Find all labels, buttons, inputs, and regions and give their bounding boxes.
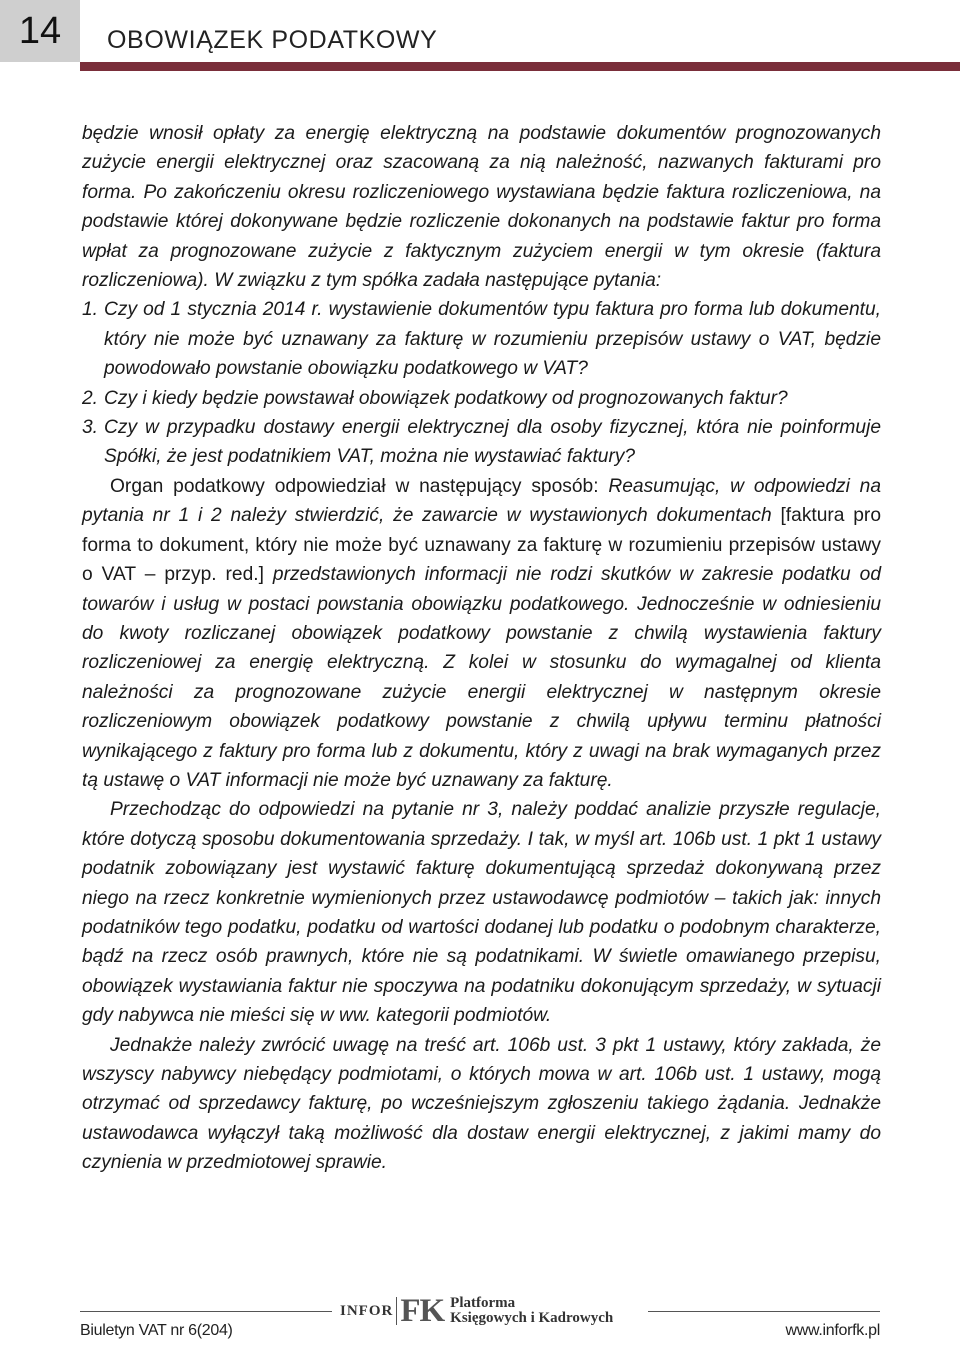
answer-quote: Reasumując, w odpowiedzi na pytania nr 1 i 2 należy stwierdzić, że zawarcie w wystawionych dokumentach	[82, 475, 882, 527]
list-item	[82, 384, 881, 413]
answer-paragraph	[82, 472, 881, 795]
answer-lead: Organ podatkowy odpowiedział w następujący sposób:	[110, 475, 609, 497]
intro-paragraph: będzie wnosił opłaty za energię elektryczną na podstawie dokumentów prognozowanych zużycie energii elektrycznej oraz szacowaną za nią należność, nazwanych fakturami pro forma. Po zakończeniu okresu rozliczeniowego wystawiana będzie faktura rozliczeniowa, na podstawie której dokonywane będzie rozliczenie dokonanych na podstawie faktur pro forma wpłat za prognozowane zużycie z faktycznym zużyciem energii w tym okresie (faktura rozliczeniowa). W związku z tym spółka zadała następujące pytania:	[82, 123, 881, 292]
question-text: Czy od 1 stycznia 2014 r. wystawienie dokumentów typu faktura pro forma lub dokumentu, który nie może być uznawany za fakturę w rozumieniu przepisów ustawy o VAT, będzie powodowało powstanie obowiązku podatkowego w VAT?	[104, 299, 881, 380]
logo-line-1: Platforma	[450, 1295, 516, 1311]
paragraph-closing: Jednakże należy zwrócić uwagę na treść art. 106b ust. 3 pkt 1 ustawy, który zakłada, że wszyscy nabywcy niebędący podmiotami, o których mowa w art. 106b ust. 1 ustawy, mogą otrzymać od sprzedawcy fakturę, po wcześniejszym zgłoszeniu takiego żądania. Jednakże ustawodawca wyłączył taką możliwość dla dostaw energii elektrycznej, z jakimi mamy do czynienia w przedmiotowej sprawie.	[82, 1034, 881, 1174]
logo-fk-text: FK	[400, 1292, 445, 1329]
footer-rule-left	[80, 1311, 332, 1312]
logo-divider	[396, 1297, 397, 1325]
question-list	[82, 295, 881, 471]
logo-line-2: Księgowych i Kadrowych	[450, 1310, 614, 1326]
publisher-logo	[340, 1291, 613, 1331]
website-link[interactable]: www.inforfk.pl	[785, 1322, 880, 1339]
question-text: Czy w przypadku dostawy energii elektrycznej dla osoby fizycznej, która nie poinformuje Spółki, że jest podatnikiem VAT, można nie wystawiać faktury?	[104, 417, 881, 468]
question-text: Czy i kiedy będzie powstawał obowiązek podatkowy od prognozowanych faktur?	[104, 387, 788, 409]
page-number-text: 14	[18, 9, 62, 52]
list-item	[82, 413, 881, 472]
header-divider	[80, 62, 960, 71]
answer-quote-continued: przedstawionych informacji nie rodzi skutków w zakresie podatku od towarów i usług w postaci powstania obowiązku podatkowego. Jednocześnie w odniesieniu do kwoty rozliczanej obowiązek podatkowy powstanie z chwilą wystawienia faktury rozliczeniowej za energię elektryczną. Z kolei w stosunku do wymagalnej od klienta należności za prognozowane zużycie energii elektrycznej w następnym okresie rozliczeniowym obowiązek podatkowy powstanie z chwilą upływu terminu płatności wynikającego z faktury pro forma lub z dokumentu, który z uwagi na brak wymaganych przez tą ustawę o VAT informacji nie może być uznawany za fakturę.	[82, 564, 882, 791]
question-number: 1.	[82, 299, 99, 321]
logo-caption	[450, 1296, 613, 1326]
list-item	[82, 295, 881, 383]
question-number: 3.	[82, 417, 99, 439]
article-body	[82, 119, 881, 1178]
page-number	[0, 0, 80, 62]
section-title: OBOWIĄZEK PODATKOWY	[107, 26, 438, 54]
question-number: 2.	[82, 387, 99, 409]
publication-name: Biuletyn VAT nr 6(204)	[80, 1322, 233, 1339]
logo-infor-text: INFOR	[340, 1302, 394, 1319]
footer-rule-right	[648, 1311, 880, 1312]
editor-insert: [faktura pro forma to dokument, który nie może być uznawany za fakturę w rozumieniu przepisów ustawy o VAT – przyp. red.]	[82, 505, 881, 586]
paragraph-question-3: Przechodząc do odpowiedzi na pytanie nr 3, należy poddać analizie przyszłe regulacje, które dotyczą sposobu dokumentowania sprzedaży. I tak, w myśl art. 106b ust. 1 pkt 1 ustawy podatnik zobowiązany jest wystawić fakturę dokumentującą sprzedaż dokonywaną przez niego na rzecz konkretnie wymienionych przez ustawodawcę podmiotów – takich jak: innych podatników tego podatku, podatku od wartości dodanej lub podatku o podobnym charakterze, bądź na rzecz osób prawnych, które nie są podatnikami. W świetle omawianego przepisu, obowiązek wystawiania faktur nie spoczywa na podatniku dokonującym sprzedaży, w sytuacji gdy nabywca nie mieści się w ww. kategorii podmiotów.	[82, 799, 881, 1027]
